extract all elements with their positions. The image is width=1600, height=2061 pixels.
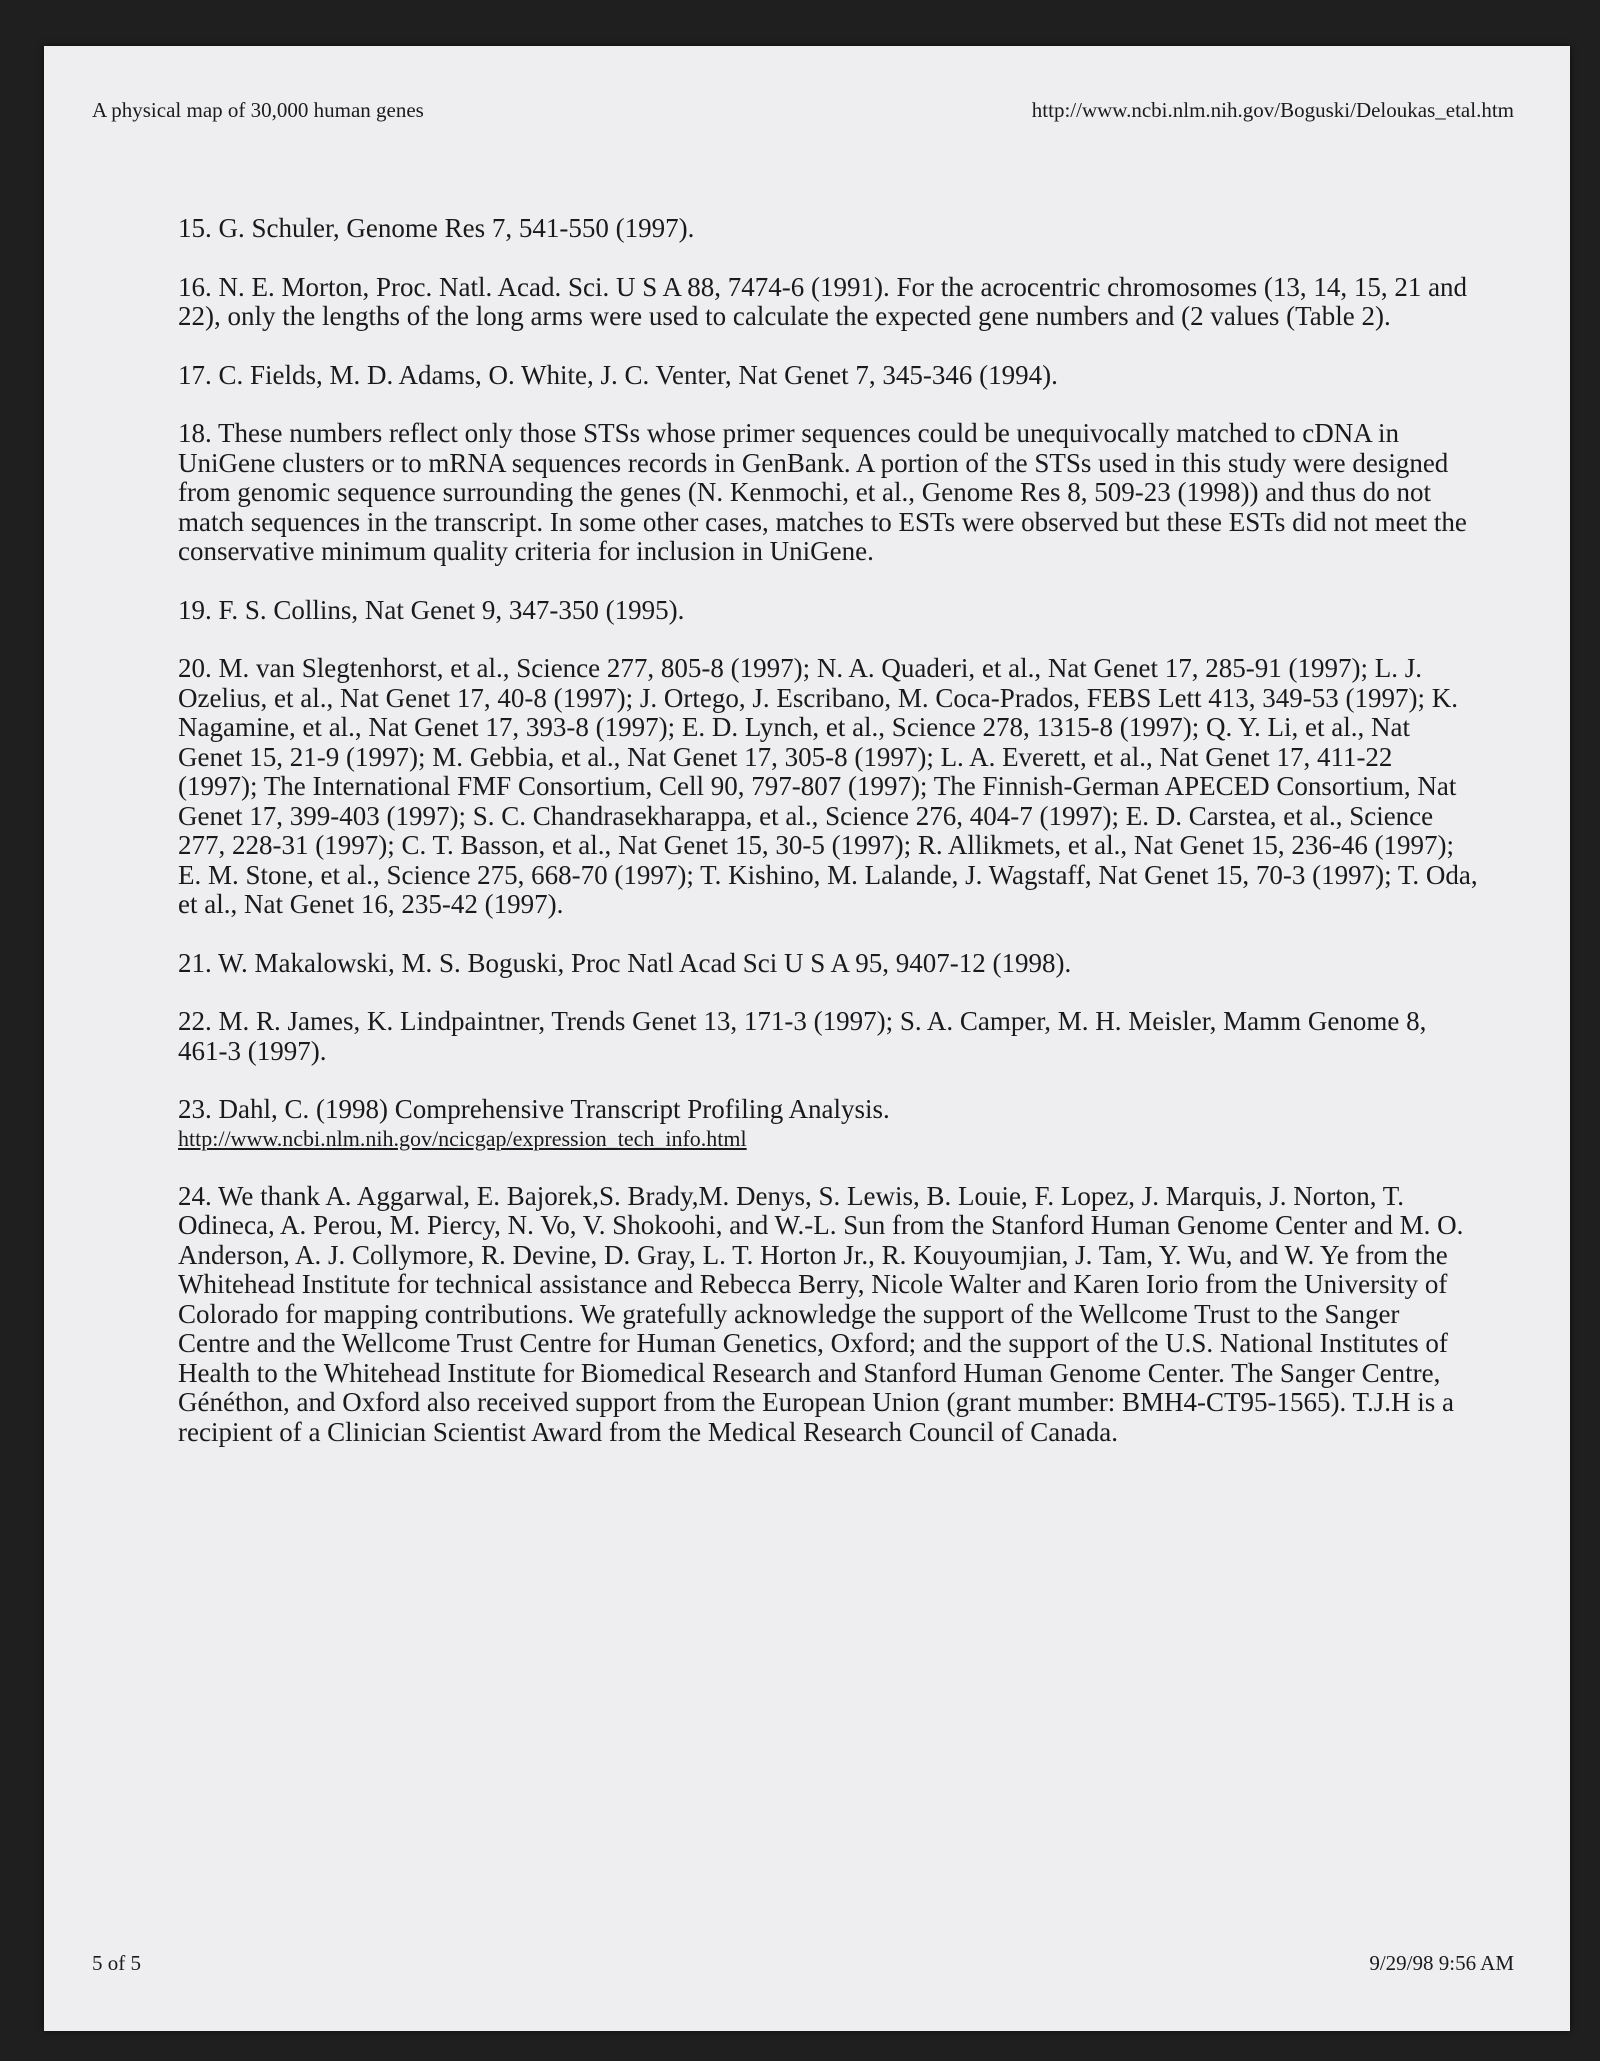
reference-24: 24. We thank A. Aggarwal, E. Bajorek,S. Brady,M. Denys, S. Lewis, B. Louie, F. Lopez, J. Marquis, J. Norton, T. Odineca, A. Perou, M. Piercy, N. Vo, V. Shokoohi, and W.-L. Sun from the Stanford Human Genome Center and M. O. Anderson, A. J. Collymore, R. Devine, D. Gray, L. T. Horton Jr., R. Kouyoumjian, J. Tam, Y. Wu, and W. Ye from the Whitehead Institute for technical assistance and Rebecca Berry, Nicole Walter and Karen Iorio from the University of Colorado for mapping contributions. We gratefully acknowledge the support of the Wellcome Trust to the Sanger Centre and the Wellcome Trust Centre for Human Genetics, Oxford; and the support of the U.S. National Institutes of Health to the Whitehead Institute for Biomedical Research and Stanford Human Genome Center. The Sanger Centre, Généthon, and Oxford also received support from the European Union (grant mumber: BMH4-CT95-1565). T.J.H is a recipient of a Clinician Scientist Award from the Medical Research Council of Canada. (178, 1180, 1464, 1447)
printed-page (44, 46, 1570, 2031)
reference-21: 21. W. Makalowski, M. S. Boguski, Proc Natl Acad Sci U S A 95, 9407-12 (1998). (178, 947, 1072, 978)
reference-19: 19. F. S. Collins, Nat Genet 9, 347-350 (1995). (178, 594, 685, 625)
reference-18: 18. These numbers reflect only those STSs whose primer sequences could be unequivocally matched to cDNA in UniGene clusters or to mRNA sequences records in GenBank. A portion of the STSs used in this study were designed from genomic sequence surrounding the genes (N. Kenmochi, et al., Genome Res 8, 509-23 (1998)) and thus do not match sequences in the transcript. In some other cases, matches to ESTs were observed but these ESTs did not meet the conservative minimum quality criteria for inclusion in UniGene. (178, 418, 1467, 566)
reference-15: 15. G. Schuler, Genome Res 7, 541-550 (1997). (178, 213, 695, 243)
page-number: 5 of 5 (92, 1951, 141, 1975)
reference-23-text: 23. Dahl, C. (1998) Comprehensive Transcript Profiling Analysis. (178, 1094, 890, 1124)
reference-list (178, 214, 1478, 1476)
page-header-title: A physical map of 30,000 human genes (92, 98, 424, 122)
reference-23-link[interactable]: http://www.ncbi.nlm.nih.gov/ncicgap/expression_tech_info.html (178, 1125, 747, 1151)
print-timestamp: 9/29/98 9:56 AM (1369, 1951, 1514, 1975)
reference-17: 17. C. Fields, M. D. Adams, O. White, J. C. Venter, Nat Genet 7, 345-346 (1994). (178, 359, 1058, 390)
reference-20: 20. M. van Slegtenhorst, et al., Science 277, 805-8 (1997); N. A. Quaderi, et al., Nat Genet 17, 285-91 (1997); L. J. Ozelius, et al., Nat Genet 17, 40-8 (1997); J. Ortego, J. Escribano, M. Coca-Prados, FEBS Lett 413, 349-53 (1997); K. Nagamine, et al., Nat Genet 17, 393-8 (1997); E. D. Lynch, et al., Science 278, 1315-8 (1997); Q. Y. Li, et al., Nat Genet 15, 21-9 (1997); M. Gebbia, et al., Nat Genet 17, 305-8 (1997); L. A. Everett, et al., Nat Genet 17, 411-22 (1997); The International FMF Consortium, Cell 90, 797-807 (1997); The Finnish-German APECED Consortium, Nat Genet 17, 399-403 (1997); S. C. Chandrasekharappa, et al., Science 276, 404-7 (1997); E. D. Carstea, et al., Science 277, 228-31 (1997); C. T. Basson, et al., Nat Genet 15, 30-5 (1997); R. Allikmets, et al., Nat Genet 15, 236-46 (1997); E. M. Stone, et al., Science 275, 668-70 (1997); T. Kishino, M. Lalande, J. Wagstaff, Nat Genet 15, 70-3 (1997); T. Oda, et al., Nat Genet 16, 235-42 (1997). (178, 653, 1478, 919)
page-header-url: http://www.ncbi.nlm.nih.gov/Boguski/Deloukas_etal.htm (1031, 98, 1514, 122)
reference-22: 22. M. R. James, K. Lindpaintner, Trends Genet 13, 171-3 (1997); S. A. Camper, M. H. Meisler, Mamm Genome 8, 461-3 (1997). (178, 1006, 1427, 1066)
reference-16: 16. N. E. Morton, Proc. Natl. Acad. Sci. U S A 88, 7474-6 (1991). For the acrocentric chromosomes (13, 14, 15, 21 and 22), only the lengths of the long arms were used to calculate the expected gene numbers and (2 values (Table 2). (178, 271, 1468, 331)
reference-23 (178, 1095, 1478, 1153)
